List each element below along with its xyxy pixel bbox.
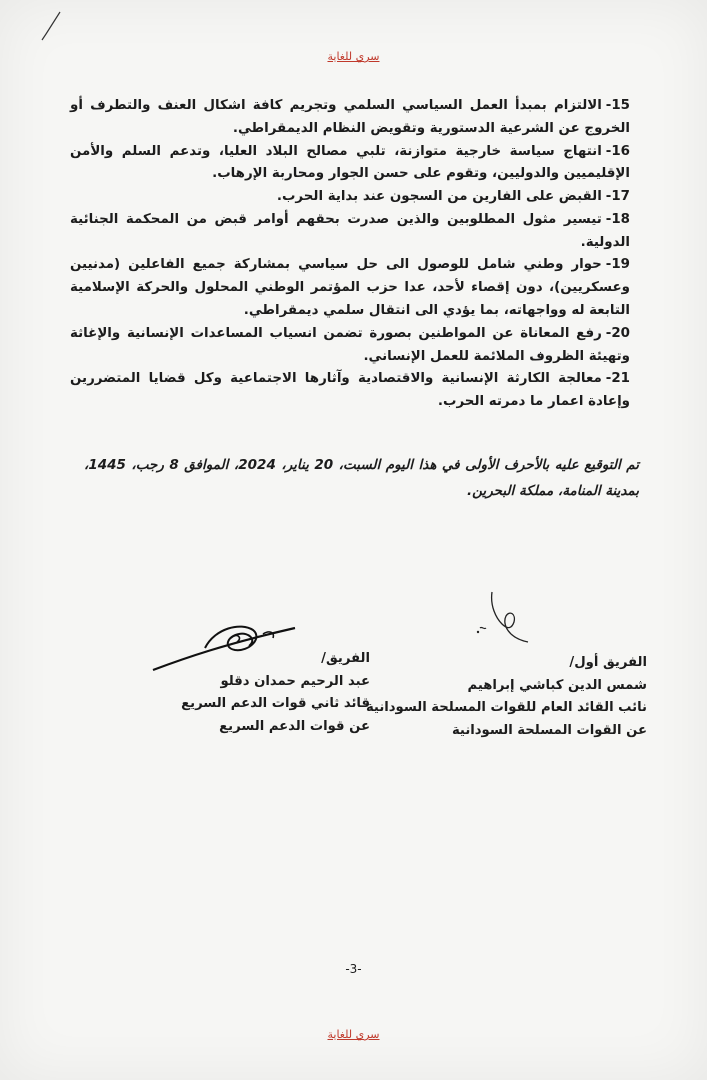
clause-item	[70, 323, 630, 369]
clause-number: 19-	[605, 257, 630, 273]
clause-item	[70, 254, 630, 322]
clause-number: 15-	[605, 98, 630, 113]
signatory-rank: الفريق أول/	[569, 655, 647, 670]
signatory-rank: الفريق/	[321, 651, 370, 666]
clause-number: 17-	[605, 189, 630, 205]
classification-header: سري للغاية	[327, 50, 380, 63]
clause-text: معالجة الكارثة الإنسانية والاقتصادية وآثارها الاجتماعية وكل قضايا المتضررين وإعادة اعمار ما دمرته الحرب.	[70, 371, 630, 410]
signatory-right	[347, 652, 647, 743]
page-number: -3-	[345, 962, 362, 976]
clause-text: القبض على الفارين من السجون عند بداية الحرب.	[276, 189, 602, 205]
clause-number: 20-	[605, 325, 630, 341]
clause-text: انتهاج سياسة خارجية متوازنة، تلبي مصالح البلاد العليا، وتدعم السلم والأمن الإقليميين والدوليين، وتقوم على حسن الجوار ومحاربة الإرهاب.	[70, 143, 630, 182]
signatory-on-behalf: عن قوات الدعم السريع	[219, 719, 370, 735]
clause-item	[70, 186, 630, 209]
signatory-name: عبد الرحيم حمدان دقلو	[220, 673, 370, 689]
signatory-title: قائد ثاني قوات الدعم السريع	[181, 696, 370, 712]
clause-item	[70, 141, 630, 187]
clauses-list	[70, 95, 630, 414]
clause-number: 21-	[605, 371, 630, 387]
clause-text: الالتزام بمبدأ العمل السياسي السلمي وتجريم كافة اشكال العنف والتطرف أو الخروج عن الشرعية الدستورية وتقويض النظام الديمقراطي.	[70, 98, 630, 136]
signature-mark-right	[468, 588, 540, 646]
signing-statement: تم التوقيع عليه بالأحرف الأولى في هذا اليوم السبت، 20 يناير، 2024، الموافق 8 رجب، 1445، بمدينة المنامة، مملكة البحرين.	[84, 457, 639, 500]
clause-text: حوار وطني شامل للوصول الى حل سياسي بمشاركة جميع الفاعلين (مدنيين وعسكريين)، دون إقصاء لأحد، عدا حزب المؤتمر الوطني المحلول والحركة الإسلامية التابعة له وواجهاته، بما يؤدي الى انتقال سلمي ديمقراطي.	[70, 257, 630, 319]
clause-number: 16-	[605, 143, 630, 159]
clause-number: 18-	[605, 211, 630, 227]
signatory-on-behalf: عن القوات المسلحة السودانية	[451, 723, 647, 739]
signatory-left	[170, 648, 370, 739]
clause-item	[70, 95, 630, 141]
clause-item	[70, 209, 630, 255]
clause-text: تيسير مثول المطلوبين والذين صدرت بحقهم أوامر قبض من المحكمة الجنائية الدولية.	[70, 211, 630, 250]
pen-mark-icon	[38, 10, 64, 44]
signatory-name: شمس الدين كباشي إبراهيم	[467, 677, 647, 693]
clause-item	[70, 368, 630, 414]
clause-text: رفع المعاناة عن المواطنين بصورة تضمن انسياب المساعدات الإنسانية والإغاثة وتهيئة الظروف الملائمة للعمل الإنساني.	[70, 325, 630, 364]
signatory-title: نائب القائد العام للقوات المسلحة السودانية	[365, 700, 647, 716]
classification-footer: سري للغاية	[327, 1028, 380, 1041]
